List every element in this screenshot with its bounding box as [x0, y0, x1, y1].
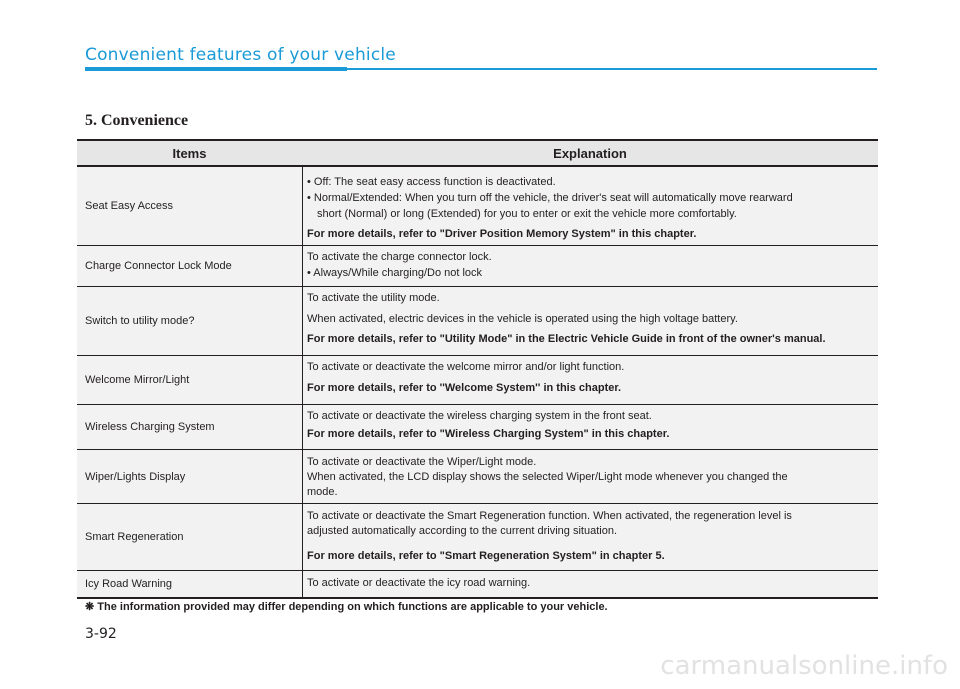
table-row [77, 287, 878, 356]
row-item: Welcome Mirror/Light [85, 374, 190, 386]
section-title: 5. Convenience [85, 112, 189, 129]
page-number: 3-92 [85, 626, 117, 642]
header-explanation: Explanation [553, 145, 627, 161]
table-row [77, 246, 878, 287]
table-row [77, 405, 878, 450]
explanation-line: short (Normal) or long (Extended) for you to enter or exit the vehicle more comfortably. [317, 207, 737, 220]
table-row [77, 450, 878, 504]
row-explanation [302, 405, 878, 449]
row-item: Smart Regeneration [85, 531, 184, 543]
watermark: carmanualsonline.info [660, 651, 948, 681]
row-item: Switch to utility mode? [85, 315, 195, 327]
explanation-line: To activate or deactivate the Smart Regeneration function. When activated, the regeneration level is [307, 510, 792, 522]
row-explanation [302, 246, 878, 286]
row-explanation [302, 287, 878, 355]
explanation-line: To activate or deactivate the welcome mirror and/or light function. [307, 361, 625, 373]
explanation-line: adjusted automatically according to the current driving situation. [307, 524, 618, 537]
row-explanation [302, 504, 878, 570]
explanation-note: For more details, refer to "Wireless Charging System" in this chapter. [307, 427, 670, 440]
header-items: Items [172, 145, 207, 161]
row-item: Charge Connector Lock Mode [85, 260, 232, 272]
table-row [77, 504, 878, 571]
row-item: Icy Road Warning [85, 578, 173, 590]
row-item: Seat Easy Access [85, 200, 174, 212]
header-bar-thin [347, 68, 877, 70]
convenience-table [77, 139, 878, 599]
table-row [77, 571, 878, 597]
header-bar-thick [85, 67, 347, 71]
explanation-note: For more details, refer to "Smart Regeneration System" in chapter 5. [307, 549, 665, 562]
explanation-line: To activate or deactivate the icy road warning. [307, 577, 531, 589]
row-explanation [302, 167, 878, 245]
explanation-line: When activated, the LCD display shows the selected Wiper/Light mode whenever you changed the [307, 470, 788, 483]
explanation-line: When activated, electric devices in the vehicle is operated using the high voltage battery. [307, 312, 738, 325]
explanation-line: • Normal/Extended: When you turn off the vehicle, the driver's seat will automatically move rearward [307, 191, 793, 204]
row-explanation [302, 571, 878, 597]
explanation-note: For more details, refer to "Driver Position Memory System" in this chapter. [307, 227, 697, 240]
row-explanation [302, 356, 878, 404]
header-title: Convenient features of your vehicle [85, 45, 396, 65]
row-item: Wireless Charging System [85, 421, 215, 433]
footnote: ❋ The information provided may differ depending on which functions are applicable to your vehicle. [85, 601, 608, 613]
explanation-line: mode. [307, 485, 338, 498]
explanation-line: To activate or deactivate the wireless charging system in the front seat. [307, 410, 652, 422]
explanation-line: To activate the utility mode. [307, 292, 440, 304]
explanation-line: To activate or deactivate the Wiper/Light mode. [307, 456, 537, 468]
explanation-line: • Always/While charging/Do not lock [307, 266, 483, 279]
table-row [77, 356, 878, 405]
explanation-line: To activate the charge connector lock. [307, 251, 492, 263]
row-item: Wiper/Lights Display [85, 470, 186, 483]
row-explanation [302, 450, 878, 503]
explanation-line: • Off: The seat easy access function is deactivated. [307, 176, 556, 188]
table-row [77, 167, 878, 246]
explanation-note: For more details, refer to "Utility Mode" in the Electric Vehicle Guide in front of the owner's manual. [307, 332, 826, 345]
explanation-note: For more details, refer to ''Welcome System'' in this chapter. [307, 381, 622, 394]
table-header [77, 141, 878, 167]
